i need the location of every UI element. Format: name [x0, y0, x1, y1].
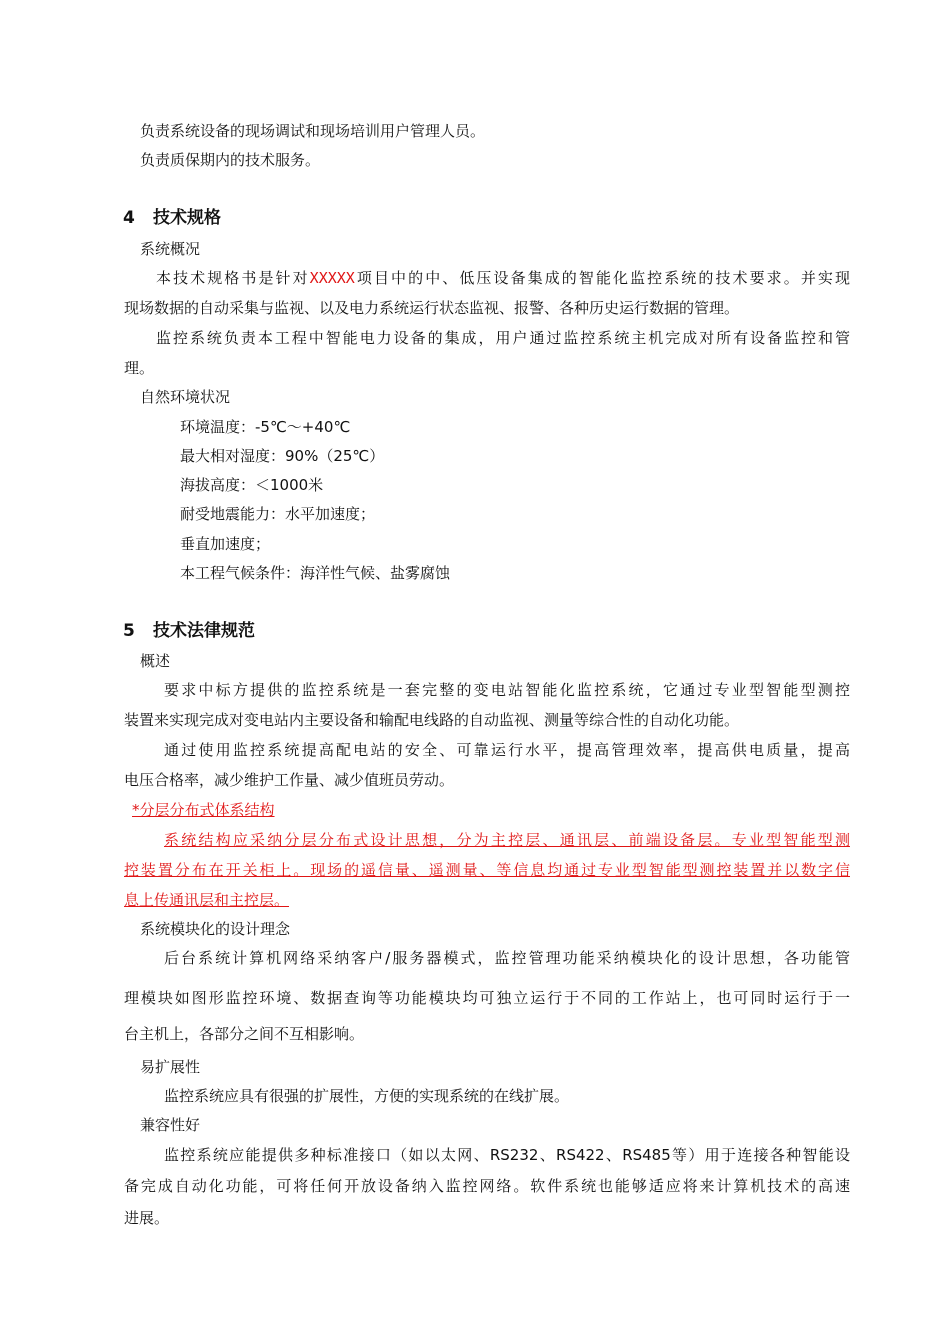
- paragraph-line: 后台系统计算机网络采纳客户/服务器模式，监控管理功能采纳模块化的设计思想，各功能管: [164, 949, 850, 967]
- paragraph-line: 电压合格率，减少维护工作量、减少值班员劳动。: [124, 771, 455, 789]
- paragraph-line: 通过使用监控系统提高配电站的安全、可靠运行水平，提高管理效率，提高供电质量，提高: [164, 741, 850, 759]
- section-number: 4: [123, 208, 135, 228]
- highlighted-paragraph-line: 控装置分布在开关柜上。现场的遥信量、遥测量、等信息均通过专业型智能型测控装置并以数字信: [124, 861, 850, 879]
- env-item: 耐受地震能力：水平加速度；: [180, 505, 376, 523]
- env-item: 本工程气候条件：海洋性气候、盐雾腐蚀: [180, 564, 451, 582]
- highlighted-paragraph-line: 系统结构应采纳分层分布式设计思想，分为主控层、通讯层、前端设备层。专业型智能型测: [164, 831, 850, 849]
- section-5-heading: [123, 621, 255, 641]
- paragraph-line: 监控系统应能提供多种标准接口（如以太网、RS232、RS422、RS485等）用于连接各种智能设: [164, 1146, 850, 1164]
- paragraph-line: 装置来实现完成对变电站内主要设备和输配电线路的自动监视、测量等综合性的自动化功能。: [124, 711, 740, 729]
- env-item: 海拔高度：＜1000米: [180, 476, 324, 494]
- section-title: 技术法律规范: [153, 621, 255, 641]
- text-span: 本技术规格书是针对: [156, 269, 310, 287]
- paragraph-line: 监控系统负责本工程中智能电力设备的集成，用户通过监控系统主机完成对所有设备监控和管: [156, 329, 850, 347]
- section-number: 5: [123, 621, 135, 641]
- paragraph-line: 台主机上，各部分之间不互相影响。: [124, 1025, 365, 1043]
- section-4-heading: [123, 208, 221, 228]
- highlighted-paragraph-line: 息上传通讯层和主控层。: [124, 891, 290, 909]
- text-span: 项目中的中、低压设备集成的智能化监控系统的技术要求。并实现: [354, 269, 850, 287]
- layered-architecture-heading: *分层分布式体系结构: [132, 801, 275, 819]
- env-item: 最大相对湿度：90%（25℃）: [180, 447, 385, 465]
- subheading: 系统模块化的设计理念: [140, 920, 291, 938]
- paragraph-line: 要求中标方提供的监控系统是一套完整的变电站智能化监控系统，它通过专业型智能型测控: [164, 681, 850, 699]
- subheading: 自然环境状况: [140, 388, 231, 406]
- paragraph-line: 现场数据的自动采集与监视、以及电力系统运行状态监视、报警、各种历史运行数据的管理。: [124, 299, 740, 317]
- subheading: 概述: [140, 652, 171, 670]
- subheading: 兼容性好: [140, 1116, 201, 1134]
- env-item: 垂直加速度；: [180, 535, 271, 553]
- subheading: 易扩展性: [140, 1058, 201, 1076]
- env-item: 环境温度：-5℃～+40℃: [180, 418, 351, 436]
- section-title: 技术规格: [153, 208, 221, 228]
- project-placeholder: XXXXX: [309, 269, 355, 287]
- paragraph-line: 理模块如图形监控环境、数据查询等功能模块均可独立运行于不同的工作站上，也可同时运行于一: [124, 989, 850, 1007]
- duty-line: 负责系统设备的现场调试和现场培训用户管理人员。: [140, 122, 486, 140]
- duty-line: 负责质保期内的技术服务。: [140, 151, 321, 169]
- paragraph-line: [124, 268, 850, 288]
- paragraph-line: 进展。: [124, 1209, 170, 1227]
- paragraph-line: 理。: [124, 359, 155, 377]
- paragraph-line: 备完成自动化功能，可将任何开放设备纳入监控网络。软件系统也能够适应将来计算机技术的高速: [124, 1177, 850, 1195]
- subheading: 系统概况: [140, 240, 201, 258]
- paragraph-line: 监控系统应具有很强的扩展性，方便的实现系统的在线扩展。: [164, 1087, 570, 1105]
